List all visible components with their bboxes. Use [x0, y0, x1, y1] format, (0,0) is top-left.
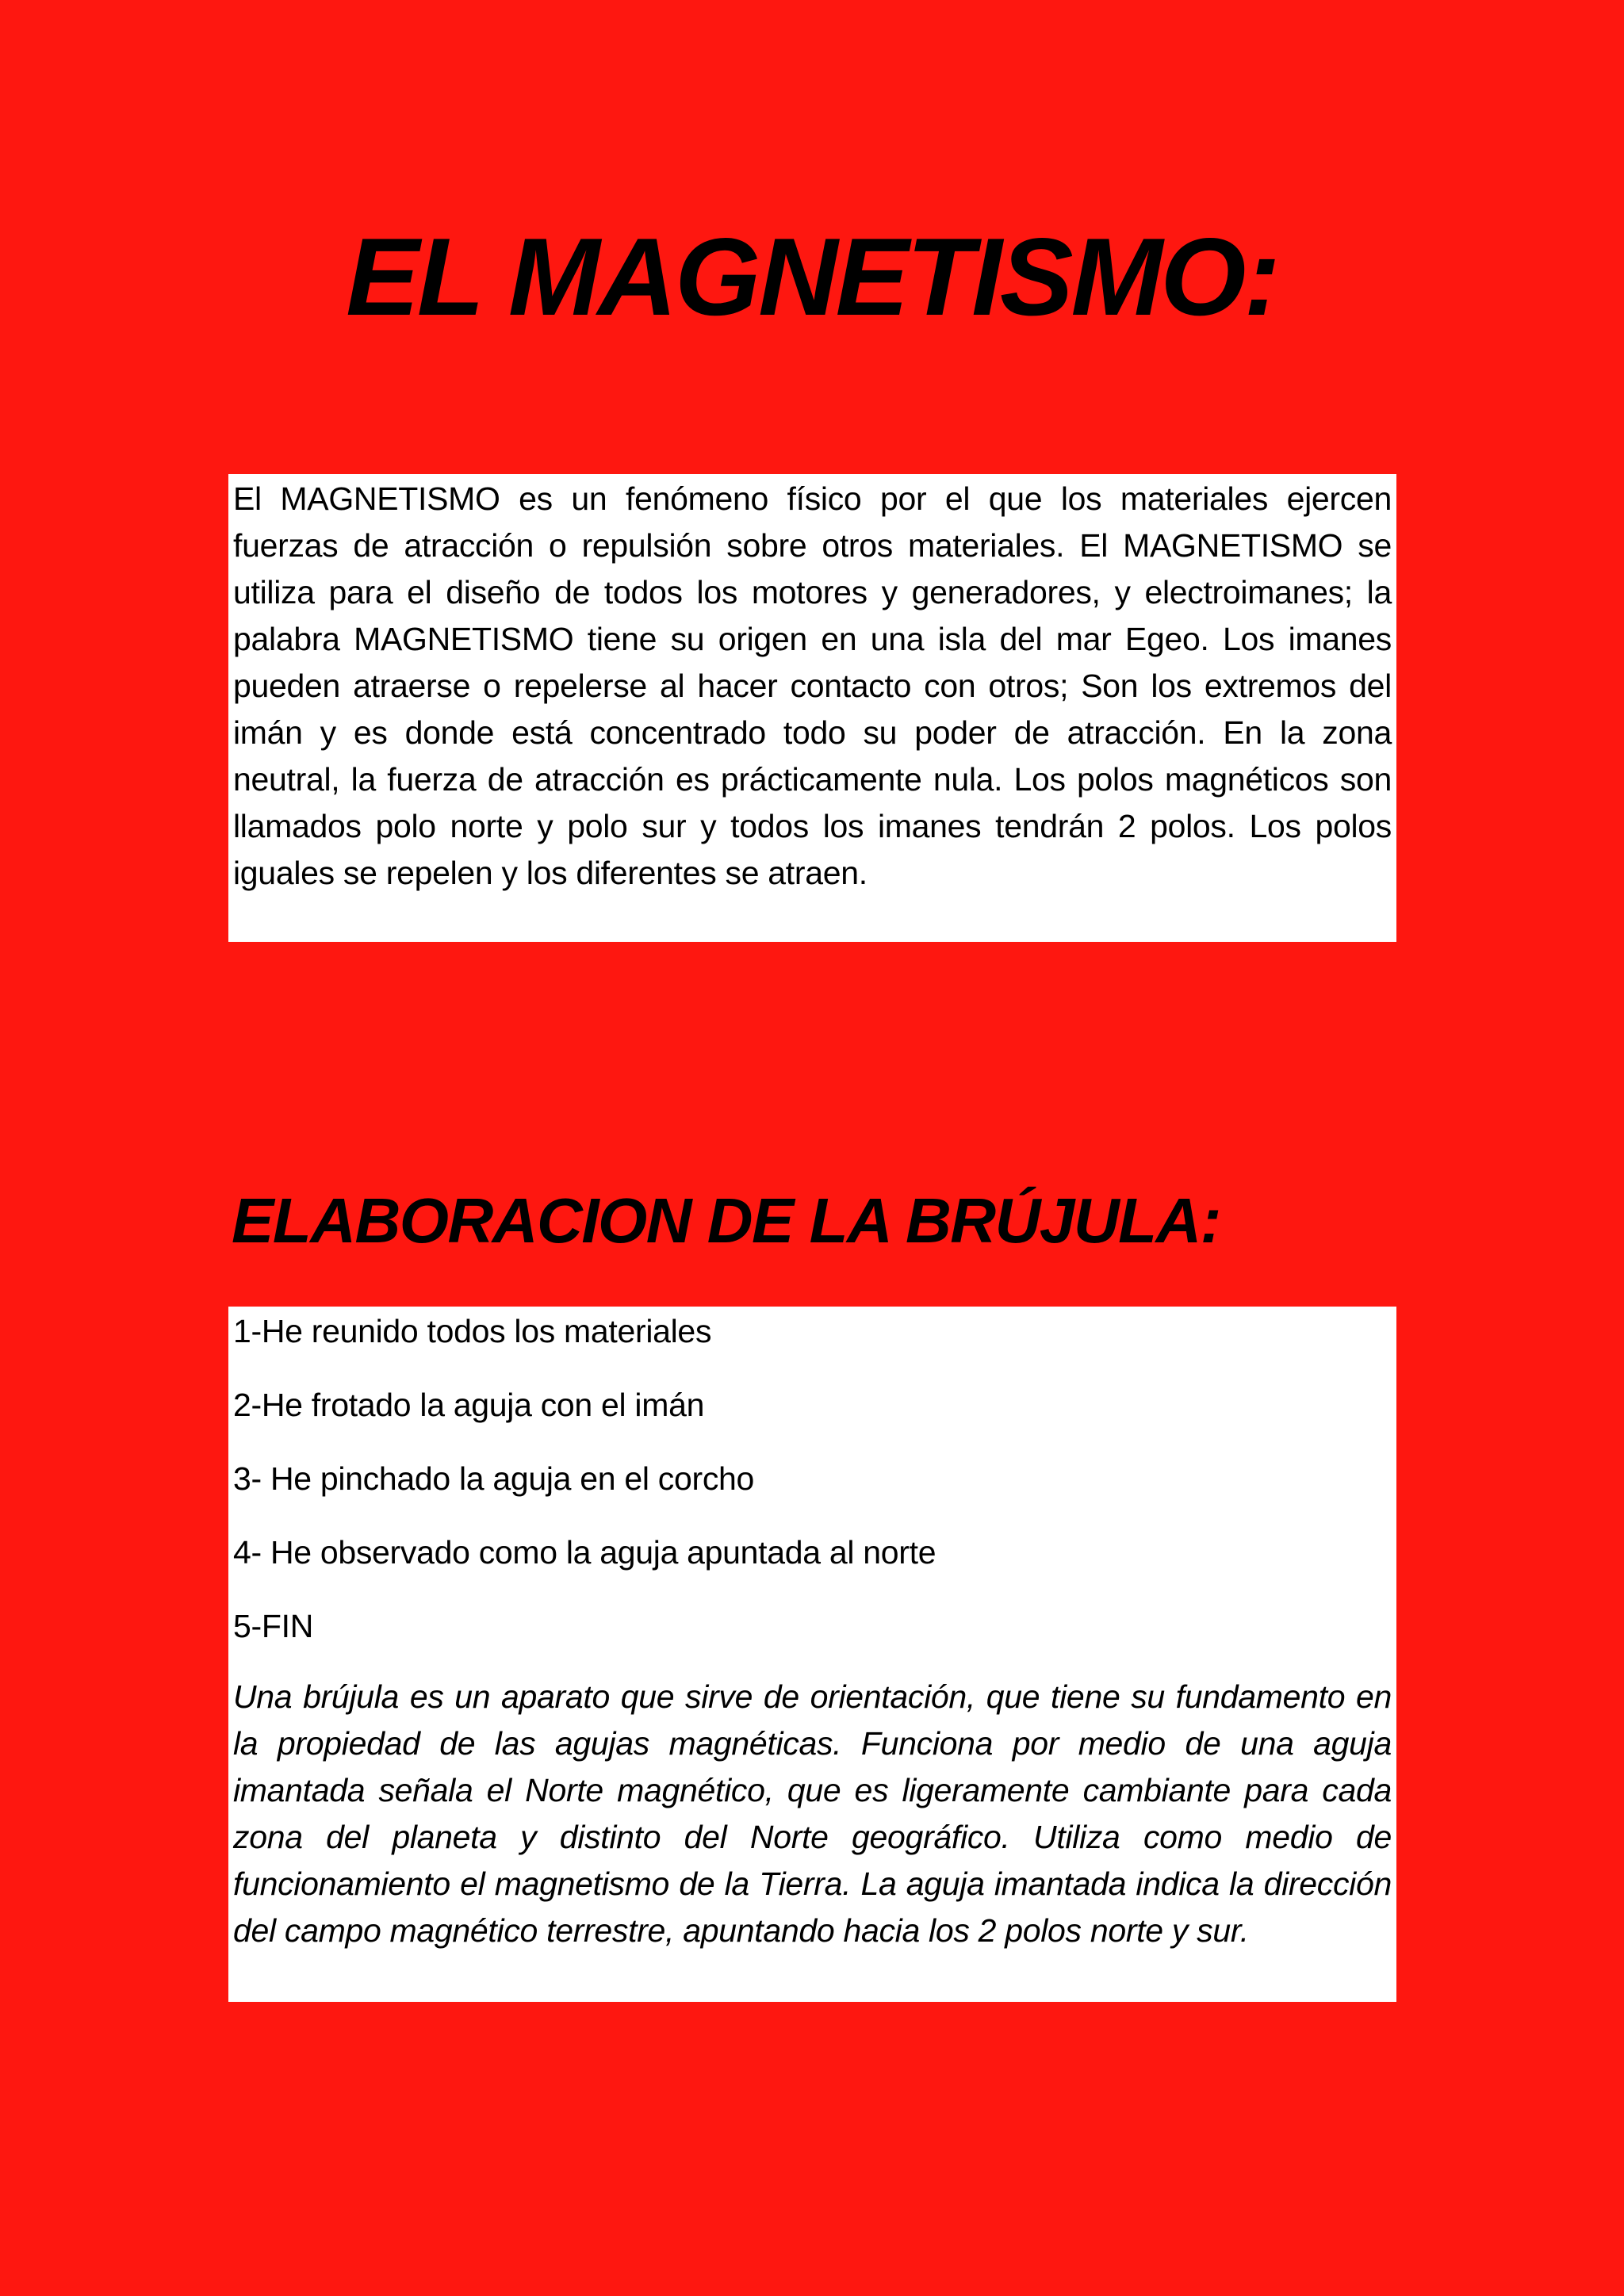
section-title: ELABORACION DE LA BRÚJULA:	[232, 1185, 1220, 1256]
step-item: 1-He reunido todos los materiales	[233, 1313, 712, 1349]
page-title: EL MAGNETISMO:	[346, 216, 1278, 339]
steps-text-box	[228, 1307, 1396, 2002]
step-item: 3- He pinchado la aguja en el corcho	[233, 1460, 755, 1497]
step-item: 2-He frotado la aguja con el imán	[233, 1387, 705, 1423]
step-item: 4- He observado como la aguja apuntada al norte	[233, 1534, 936, 1571]
intro-paragraph: El MAGNETISMO es un fenómeno físico por el que los materiales ejercen fuerzas de atracción o repulsión sobre otros materiales. El MAGNETISMO se utiliza para el diseño de todos los motores y generadores, y electroimanes; la palabra MAGNETISMO tiene su origen en una isla del mar Egeo. Los imanes pueden atraerse o repelerse al hacer contacto con otros; Son los extremos del imán y es donde está concentrado todo su poder de atracción. En la zona neutral, la fuerza de atracción es prácticamente nula. Los polos magnéticos son llamados polo norte y polo sur y todos los imanes tendrán 2 polos. Los polos iguales se repelen y los diferentes se atraen.	[233, 480, 1392, 891]
intro-text-box	[228, 474, 1396, 942]
steps-list	[233, 1307, 1392, 1650]
step-item: 5-FIN	[233, 1608, 314, 1644]
compass-description: Una brújula es un aparato que sirve de orientación, que tiene su fundamento en la propiedad de las agujas magnéticas. Funciona por medio de una aguja imantada señala el Norte magnético, que es ligeramente cambiante para cada zona del planeta y distinto del Norte geográfico. Utiliza como medio de funcionamiento el magnetismo de la Tierra. La aguja imantada indica la dirección del campo magnético terrestre, apuntando hacia los 2 polos norte y sur.	[233, 1678, 1392, 1949]
